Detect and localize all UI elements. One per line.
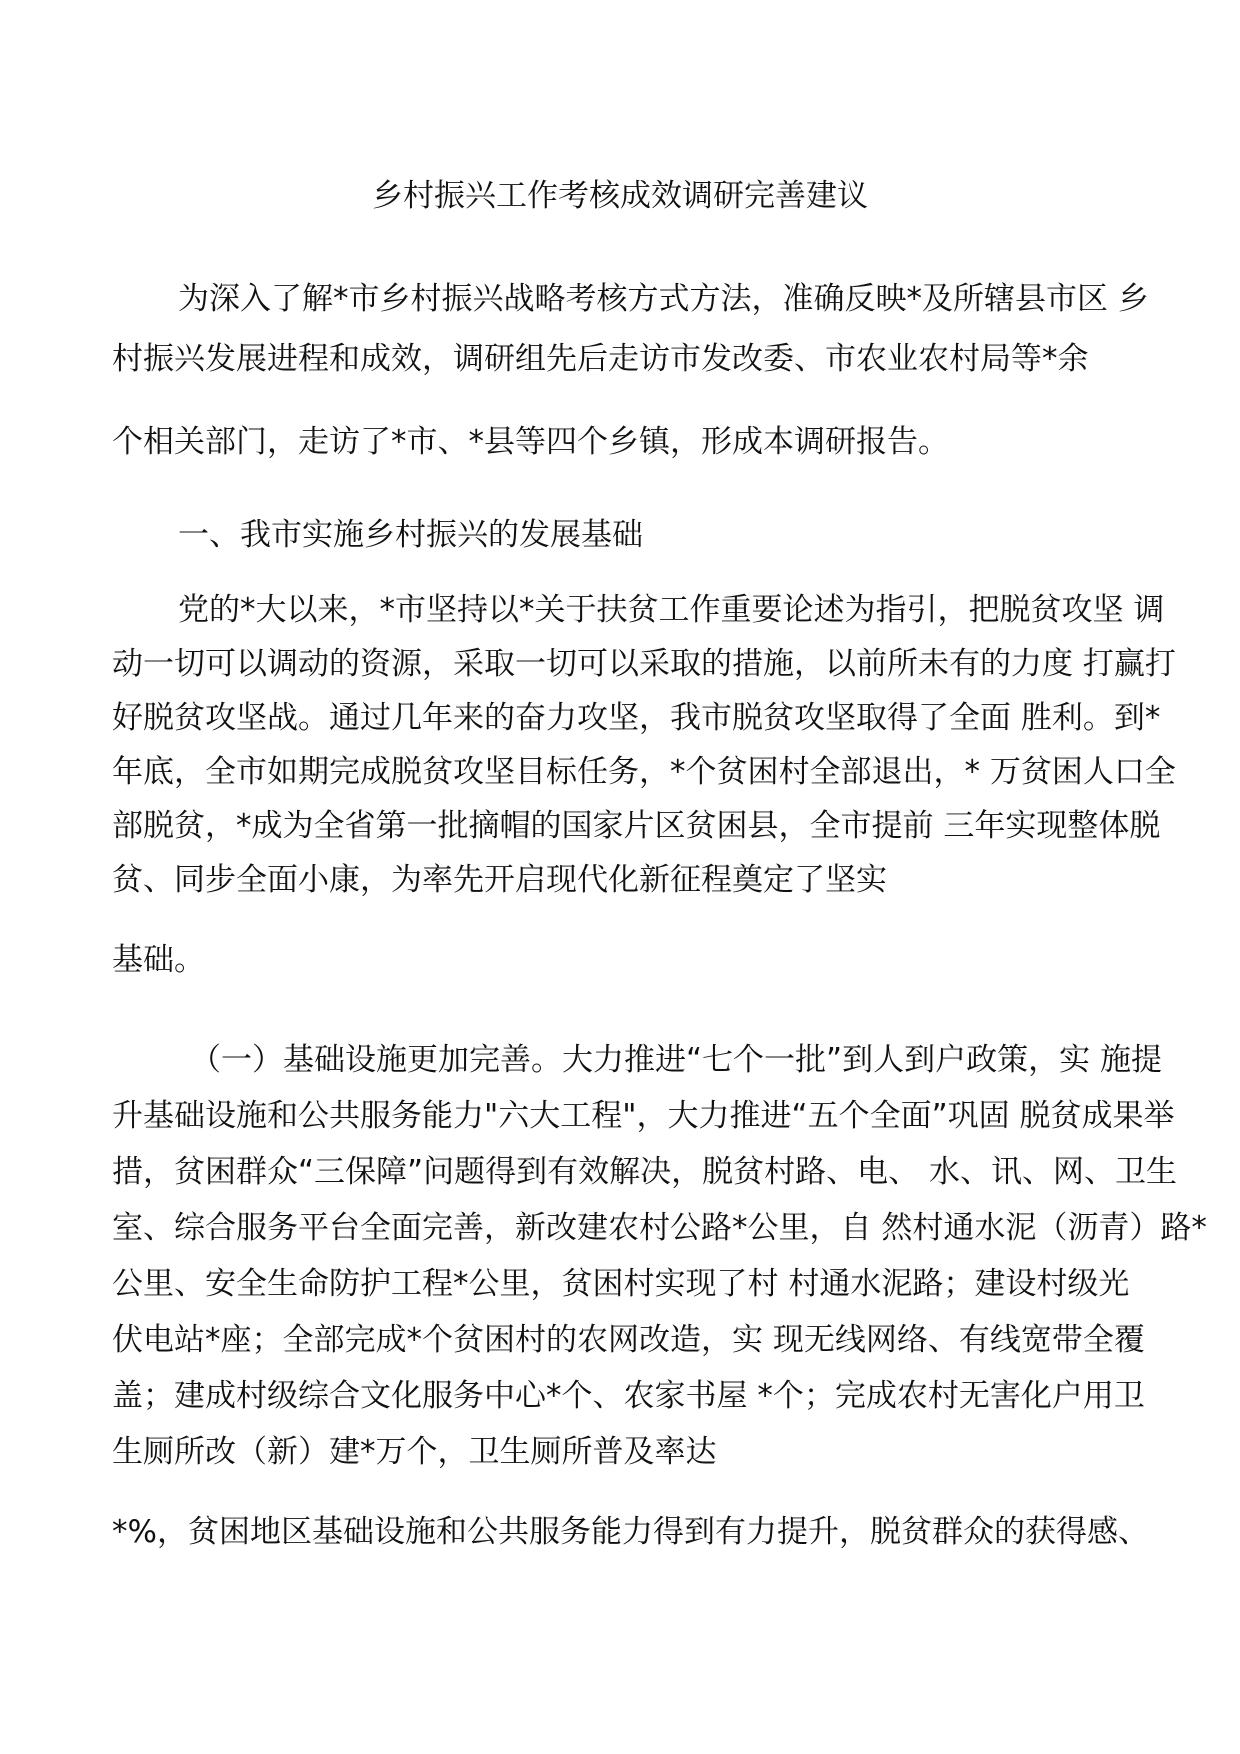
- paragraph1-line-5: 部脱贫，*成为全省第一批摘帽的国家片区贫困县，全市提前 三年实现整体脱: [112, 808, 1161, 844]
- paragraph1-line-7: 基础。: [112, 942, 205, 978]
- paragraph2-line-3: 措，贫困群众“三保障”问题得到有效解决，脱贫村路、电、 水、讯、网、卫生: [112, 1154, 1177, 1190]
- intro-line-3: 个相关部门，走访了*市、*县等四个乡镇，形成本调研报告。: [112, 424, 949, 460]
- paragraph1-line-4: 年底，全市如期完成脱贫攻坚目标任务，*个贫困村全部退出，* 万贫困人口全: [112, 754, 1176, 790]
- intro-line-1: 为深入了解*市乡村振兴战略考核方式方法，准确反映*及所辖县市区 乡: [178, 281, 1149, 317]
- paragraph2-line-7: 盖；建成村级综合文化服务中心*个、农家书屋 *个；完成农村无害化户用卫: [112, 1378, 1145, 1414]
- paragraph1-line-1: 党的*大以来，*市坚持以*关于扶贫工作重要论述为指引，把脱贫攻坚 调: [178, 592, 1165, 628]
- paragraph1-line-6: 贫、同步全面小康，为率先开启现代化新征程奠定了坚实: [112, 862, 887, 898]
- paragraph2-line-9: *%，贫困地区基础设施和公共服务能力得到有力提升，脱贫群众的获得感、: [112, 1514, 1149, 1550]
- intro-line-2: 村振兴发展进程和成效，调研组先后走访市发改委、市农业农村局等*余: [112, 341, 1089, 377]
- paragraph2-line-6: 伏电站*座；全部完成*个贫困村的农网改造，实 现无线网络、有线宽带全覆: [112, 1322, 1145, 1358]
- paragraph2-line-8: 生厕所改（新）建*万个，卫生厕所普及率达: [112, 1434, 717, 1470]
- paragraph2-line-4: 室、综合服务平台全面完善，新改建农村公路*公里，自 然村通水泥（沥青）路*: [112, 1210, 1207, 1246]
- paragraph1-line-2: 动一切可以调动的资源，采取一切可以采取的措施，以前所未有的力度 打赢打: [112, 646, 1176, 682]
- paragraph2-line-5: 公里、安全生命防护工程*公里，贫困村实现了村 村通水泥路；建设村级光: [112, 1266, 1130, 1302]
- paragraph2-line-2: 升基础设施和公共服务能力"六大工程"，大力推进“五个全面”巩固 脱贫成果举: [112, 1098, 1175, 1134]
- document-title: 乡村振兴工作考核成效调研完善建议: [372, 178, 868, 214]
- paragraph2-line-1: （一）基础设施更加完善。大力推进“七个一批”到人到户政策，实 施提: [190, 1042, 1162, 1078]
- section-heading: 一、我市实施乡村振兴的发展基础: [178, 517, 643, 553]
- paragraph1-line-3: 好脱贫攻坚战。通过几年来的奋力攻坚，我市脱贫攻坚取得了全面 胜利。到*: [112, 700, 1161, 736]
